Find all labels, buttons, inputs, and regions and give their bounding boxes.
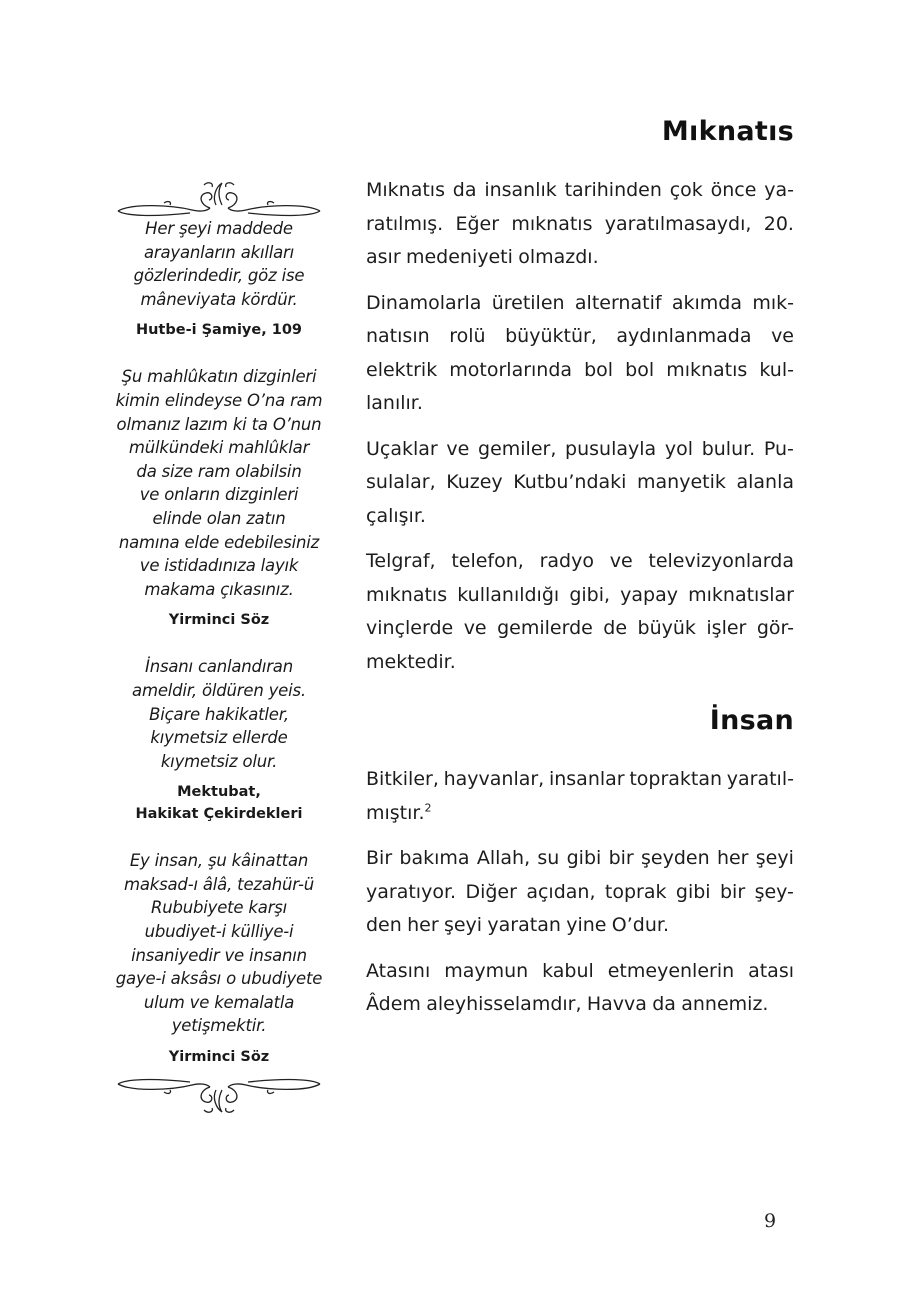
text-line: Atasını maymun kabul etmeyenlerin atası — [366, 959, 794, 982]
quote-text — [108, 849, 330, 1038]
main-column — [366, 112, 794, 1034]
source-line: Yirminci Söz — [168, 612, 270, 629]
quote-line: gaye-i aksâsı o ubudiyete — [115, 969, 323, 989]
text-line: mektedir. — [366, 650, 456, 673]
text-line: elektrik motorlarında bol bol mıknatıs kul- — [366, 358, 794, 381]
text-line: Telgraf, telefon, radyo ve televizyonlarda — [366, 550, 794, 572]
quote-source — [108, 781, 330, 825]
text-line: vinçlerde ve gemilerde de büyük işler gör- — [366, 617, 794, 639]
text-line: mıştır.$^2$ — [366, 801, 432, 824]
quote-line: makama çıkasınız. — [144, 579, 294, 599]
quote-line: ve onların dizginleri — [139, 485, 299, 505]
text-line: lanılır. — [366, 392, 423, 414]
text-line: Uçaklar ve gemiler, pusulayla yol bulur. Pu- — [366, 437, 794, 460]
quote-line: yetişmektir. — [171, 1016, 267, 1036]
source-line: Hakikat Çekirdekleri — [135, 806, 303, 823]
paragraph — [366, 955, 794, 1022]
quote-line: kıymetsiz ellerde — [150, 728, 288, 748]
section-heading-insan: İnsan — [709, 705, 794, 736]
quote-line: kimin elindeyse O’na ram — [115, 390, 323, 410]
text-line: çalışır. — [366, 504, 426, 527]
section-body-miknatis — [366, 174, 794, 679]
quote-text — [108, 365, 330, 601]
quote-text — [108, 655, 330, 773]
sidebar-quote — [108, 849, 330, 1068]
quote-source — [108, 1046, 330, 1068]
quote-text — [108, 217, 330, 311]
sidebar-quote — [108, 217, 330, 341]
text-line: sulalar, Kuzey Kutbu’ndaki manyetik alanla — [366, 471, 794, 493]
quote-source — [108, 319, 330, 341]
section-body-insan — [366, 763, 794, 1022]
text-line: den her şeyi yaratan yine O’dur. — [366, 914, 669, 936]
quote-line: ubudiyet-i külliye-i — [144, 922, 294, 942]
source-line: Yirminci Söz — [168, 1049, 270, 1066]
section-heading-miknatis: Mıknatıs — [661, 116, 794, 147]
quote-source — [108, 609, 330, 631]
text-line: Mıknatıs da insanlık tarihinden çok önce ya- — [366, 179, 794, 201]
quote-line: Rububiyete karşı — [150, 898, 288, 918]
paragraph — [366, 545, 794, 679]
text-line: asır medeniyeti olmazdı. — [366, 246, 599, 268]
quote-line: maksad-ı âlâ, tezahür-ü — [123, 874, 314, 894]
paragraph — [366, 763, 794, 830]
quote-line: insaniyedir ve insanın — [131, 945, 307, 965]
text-line: Âdem aleyhisselamdır, Havva da annemiz. — [366, 993, 769, 1015]
ornament-top-icon — [112, 175, 326, 217]
text-line: Bir bakıma Allah, su gibi bir şeyden her şeyi — [366, 847, 794, 869]
quote-line: Ey insan, şu kâinattan — [129, 851, 309, 871]
quote-line: ulum ve kemalatla — [143, 992, 295, 1012]
quote-line: Şu mahlûkatın dizginleri — [121, 367, 317, 387]
quote-line: mâneviyata kördür. — [140, 289, 298, 309]
quote-line: Her şeyi maddede — [145, 219, 293, 238]
text-line: natısın rolü büyüktür, aydınlanmada ve — [366, 325, 794, 347]
text-line: Dinamolarla üretilen alternatif akımda mık- — [366, 291, 794, 314]
text-line: mıknatıs kullanıldığı gibi, yapay mıknatıslar — [366, 583, 794, 606]
sidebar-quote — [108, 655, 330, 825]
paragraph — [366, 842, 794, 943]
quote-line: mülkündeki mahlûklar — [128, 438, 310, 458]
source-line: Mektubat, — [177, 784, 261, 801]
quote-line: namına elde edebilesiniz — [118, 532, 320, 552]
text-line: ratılmış. Eğer mıknatıs yaratılmasaydı, 20. — [366, 212, 794, 235]
page-number: 9 — [763, 1210, 777, 1232]
quote-line: Biçare hakikatler, — [149, 704, 289, 724]
source-line: Hutbe-i Şamiye, 109 — [135, 322, 303, 339]
quote-line: İnsanı canlandıran — [145, 657, 293, 677]
ornament-bottom-icon — [112, 1078, 326, 1120]
quote-sidebar — [108, 175, 330, 1120]
text-line: yaratıyor. Diğer açıdan, toprak gibi bir şey- — [366, 880, 794, 903]
quote-line: arayanların akılları — [143, 242, 294, 262]
sidebar-quote — [108, 365, 330, 631]
paragraph — [366, 174, 794, 275]
paragraph — [366, 287, 794, 421]
quote-line: da size ram olabilsin — [136, 461, 302, 481]
quote-line: olmanız lazım ki ta O’nun — [116, 414, 322, 434]
paragraph — [366, 433, 794, 534]
quote-line: kıymetsiz olur. — [160, 751, 278, 771]
quote-line: gözlerindedir, göz ise — [133, 266, 305, 286]
quote-line: ameldir, öldüren yeis. — [132, 680, 306, 700]
text-line: Bitkiler, hayvanlar, insanlar topraktan yaratıl- — [366, 768, 794, 790]
quote-line: ve istidadınıza layık — [139, 556, 299, 576]
footnote-marker[interactable]: 2 — [424, 801, 432, 815]
quote-line: elinde olan zatın — [152, 508, 286, 528]
